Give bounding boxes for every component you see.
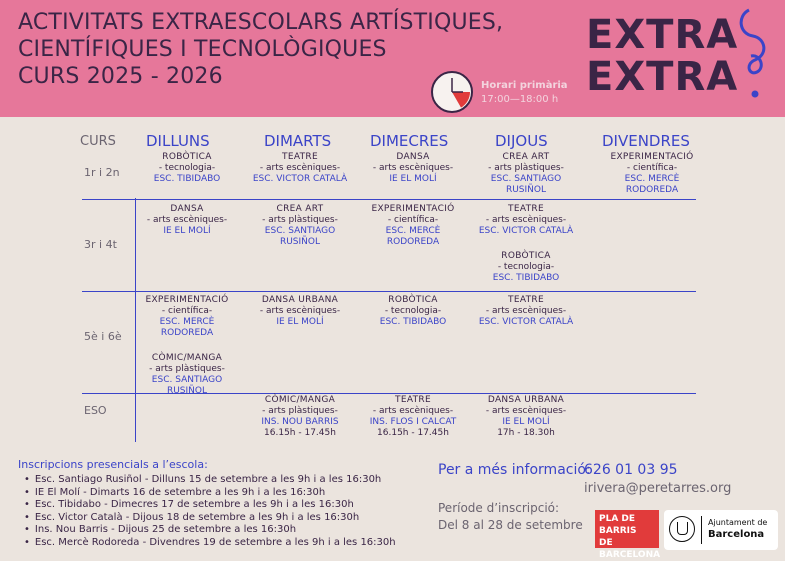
- info-email[interactable]: irivera@peretarres.org: [584, 481, 732, 496]
- periode-value: Del 8 al 28 de setembre: [438, 518, 583, 532]
- school-name: IE EL MOLÍ: [389, 174, 437, 184]
- schedule-cell: [246, 295, 354, 328]
- curs-header: CURS: [80, 134, 116, 149]
- clock-icon: [430, 70, 474, 114]
- day-header-dimecres: DIMECRES: [370, 132, 449, 150]
- activity-name: CÒMIC/MANGA: [151, 353, 223, 363]
- activity-type: - arts escèniques-: [485, 406, 567, 416]
- curs-label-5e-6e: 5è i 6è: [84, 330, 122, 343]
- inscripcions-title: Inscripcions presencials a l’escola:: [18, 458, 208, 471]
- activity-type: - arts escèniques-: [372, 163, 454, 173]
- page-title-line-2: CIENTÍFIQUES I TECNOLÒGIQUES: [18, 37, 387, 62]
- barcelona-seal-icon: [669, 516, 695, 542]
- logo-divider: [701, 516, 702, 544]
- entry-gap: [472, 237, 580, 251]
- activity-name: DANSA URBANA: [487, 395, 565, 405]
- activity-type: - tecnologia-: [158, 163, 216, 173]
- activity-name: EXPERIMENTACIÓ: [145, 295, 229, 305]
- horari-label: Horari primària: [481, 80, 568, 91]
- extra-logo-line-2: EXTRA: [586, 54, 739, 100]
- list-item: • Esc. Tibidabo - Dimecres 17 de setembre a les 9h i a les 16:30h: [24, 499, 396, 512]
- activity-name: TEATRE: [508, 295, 544, 305]
- activity-name: TEATRE: [395, 395, 431, 405]
- activity-name: EXPERIMENTACIÓ: [371, 204, 455, 214]
- pla-logo-line-2: DE BARCELONA: [599, 538, 661, 560]
- activity-type: - arts escèniques-: [259, 163, 341, 173]
- activity-name: ROBÒTICA: [162, 152, 212, 162]
- schedule-cell: [472, 395, 580, 439]
- school-name: ESC. MERCÈ RODOREDA: [385, 226, 441, 247]
- horari-time: 17:00—18:00 h: [481, 94, 559, 105]
- periode-label: Període d’inscripció:: [438, 501, 560, 515]
- activity-name: ROBÒTICA: [388, 295, 438, 305]
- activity-name: CREA ART: [502, 152, 550, 162]
- activity-type: - arts plàstiques-: [262, 215, 338, 225]
- list-item: • IE El Molí - Dimarts 16 de setembre a les 9h i a les 16:30h: [24, 487, 396, 500]
- curs-label-1r-2n: 1r i 2n: [84, 166, 120, 179]
- activity-name: DANSA: [170, 204, 204, 214]
- school-name: ESC. MERCÈ RODOREDA: [159, 317, 215, 338]
- activity-name: CREA ART: [276, 204, 324, 214]
- activity-type: - tecnologia-: [497, 262, 555, 272]
- row-divider: [82, 199, 696, 200]
- question-swirl-icon: [735, 6, 775, 102]
- activity-hours: 16.15h - 17.45h: [377, 428, 449, 438]
- activity-type: - científica-: [626, 163, 678, 173]
- school-name: ESC. SANTIAGO RUSIÑOL: [490, 174, 562, 195]
- school-name: ESC. VICTOR CATALÀ: [478, 226, 574, 236]
- activity-type: - arts escèniques-: [485, 215, 567, 225]
- schedule-cell: [472, 152, 580, 196]
- schedule-cell: [133, 204, 241, 237]
- activity-type: - científica-: [161, 306, 213, 316]
- schedule-cell: [598, 152, 706, 196]
- list-item: • Esc. Mercè Rodoreda - Divendres 19 de setembre a les 9h i a les 16:30h: [24, 537, 396, 550]
- school-name: IE EL MOLÍ: [276, 317, 324, 327]
- inscripcions-list: [24, 474, 396, 550]
- activity-type: - arts plàstiques-: [488, 163, 564, 173]
- activity-type: - arts escèniques-: [485, 306, 567, 316]
- school-name: ESC. MERCÈ RODOREDA: [624, 174, 680, 195]
- activity-type: - arts escèniques-: [259, 306, 341, 316]
- activity-type: - arts plàstiques-: [262, 406, 338, 416]
- schedule-cell: [472, 295, 580, 328]
- header-banner: [0, 0, 785, 117]
- activity-name: DANSA: [396, 152, 430, 162]
- school-name: INS. NOU BARRIS: [261, 417, 339, 427]
- list-item: • Esc. Victor Català - Dijous 18 de setembre a les 9h i a les 16:30h: [24, 512, 396, 525]
- activity-name: ROBÒTICA: [501, 251, 551, 261]
- list-item: • Esc. Santiago Rusiñol - Dilluns 15 de setembre a les 9h i a les 16:30h: [24, 474, 396, 487]
- schedule-cell: [246, 204, 354, 248]
- schedule-cell: [133, 295, 241, 397]
- school-name: IE EL MOLÍ: [502, 417, 550, 427]
- activity-hours: 17h - 18.30h: [497, 428, 555, 438]
- schedule-cell: [472, 204, 580, 284]
- page-title-line-3: CURS 2025 - 2026: [18, 64, 223, 89]
- curs-label-eso: ESO: [84, 404, 107, 417]
- page-title-line-1: ACTIVITATS EXTRAESCOLARS ARTÍSTIQUES,: [18, 10, 504, 35]
- info-phone[interactable]: 626 01 03 95: [584, 462, 678, 478]
- school-name: ESC. VICTOR CATALÀ: [252, 174, 348, 184]
- activity-name: DANSA URBANA: [261, 295, 339, 305]
- activity-type: - arts plàstiques-: [149, 364, 225, 374]
- activity-type: - tecnologia-: [384, 306, 442, 316]
- pla-de-barris-logo: [595, 510, 661, 560]
- activity-name: TEATRE: [282, 152, 318, 162]
- activity-name: CÒMIC/MANGA: [264, 395, 336, 405]
- activity-name: EXPERIMENTACIÓ: [610, 152, 694, 162]
- school-name: ESC. SANTIAGO RUSIÑOL: [264, 226, 336, 247]
- curs-label-3r-4t: 3r i 4t: [84, 238, 117, 251]
- day-header-dilluns: DILLUNS: [146, 132, 210, 150]
- ajuntament-text-1: Ajuntament de: [708, 518, 768, 527]
- schedule-cell: [359, 152, 467, 185]
- school-name: ESC. TIBIDABO: [379, 317, 447, 327]
- schedule-cell: [359, 395, 467, 439]
- school-name: IE EL MOLÍ: [163, 226, 211, 236]
- activity-hours: 16.15h - 17.45h: [264, 428, 336, 438]
- pla-logo-line-1: PLA DE BARRIS: [599, 514, 637, 536]
- school-name: ESC. TIBIDABO: [153, 174, 221, 184]
- schedule-cell: [359, 204, 467, 248]
- school-name: INS. FLOS I CALCAT: [369, 417, 457, 427]
- school-name: ESC. SANTIAGO RUSIÑOL: [151, 375, 223, 396]
- activity-name: TEATRE: [508, 204, 544, 214]
- activity-type: - arts escèniques-: [372, 406, 454, 416]
- school-name: ESC. TIBIDABO: [492, 273, 560, 283]
- schedule-cell: [246, 152, 354, 185]
- list-item: • Ins. Nou Barris - Dijous 25 de setembre a les 16:30h: [24, 524, 396, 537]
- day-header-dijous: DIJOUS: [495, 132, 548, 150]
- extra-logo-line-1: EXTRA: [586, 12, 739, 58]
- schedule-cell: [359, 295, 467, 328]
- activity-type: - arts escèniques-: [146, 215, 228, 225]
- schedule-cell: [133, 152, 241, 185]
- school-name: ESC. VICTOR CATALÀ: [478, 317, 574, 327]
- activity-type: - científica-: [387, 215, 439, 225]
- day-header-dimarts: DIMARTS: [264, 132, 332, 150]
- info-label: Per a més informació:: [438, 462, 591, 478]
- schedule-cell: [246, 395, 354, 439]
- ajuntament-text-2: Barcelona: [708, 529, 765, 540]
- row-divider: [82, 291, 696, 292]
- entry-gap: [133, 339, 241, 353]
- day-header-divendres: DIVENDRES: [602, 132, 690, 150]
